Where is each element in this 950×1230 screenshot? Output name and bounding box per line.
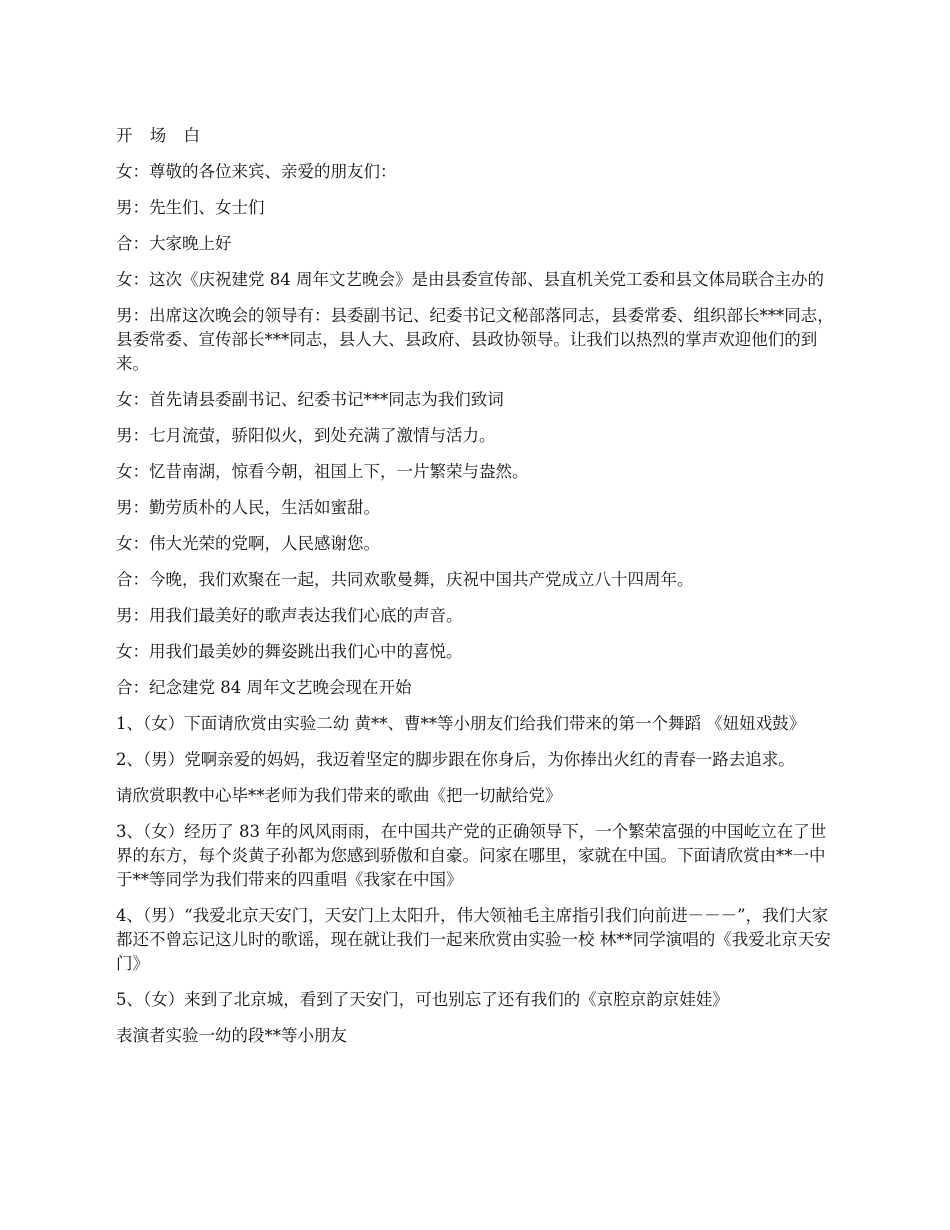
paragraph: 女：这次《庆祝建党 84 周年文艺晚会》是由县委宣传部、县直机关党工委和县文体局联合主办的 [116, 270, 824, 289]
document-title: 开 场 白 [116, 126, 206, 145]
paragraph: 女：尊敬的各位来宾、亲爱的朋友们： [116, 162, 397, 181]
paragraph: 女：用我们最美妙的舞姿跳出我们心中的喜悦。 [116, 642, 463, 661]
paragraph: 5、（女）来到了北京城，看到了天安门，可也别忘了还有我们的《京腔京韵京娃娃》 [116, 990, 729, 1009]
paragraph: 合：大家晚上好 [116, 234, 232, 253]
paragraph: 请欣赏职教中心毕**老师为我们带来的歌曲《把一切献给党》 [116, 786, 562, 805]
paragraph: 男：勤劳质朴的人民，生活如蜜甜。 [116, 498, 380, 517]
paragraph: 合：今晚，我们欢聚在一起，共同欢歌曼舞，庆祝中国共产党成立八十四周年。 [116, 570, 694, 589]
paragraph: 4、（男）“我爱北京天安门，天安门上太阳升，伟大领袖毛主席指引我们向前进－－－”，我们大家都还不曾忘记这儿时的歌谣，现在就让我们一起来欣赏由实验一校 林**同学演唱的《我爱北京天安门》 [116, 906, 831, 973]
paragraph: 表演者实验一幼的段**等小朋友 [116, 1026, 347, 1045]
paragraph: 男：七月流萤，骄阳似火，到处充满了激情与活力。 [116, 426, 496, 445]
paragraph: 男：先生们、女士们 [116, 198, 265, 217]
paragraph: 合：纪念建党 84 周年文艺晚会现在开始 [116, 678, 412, 697]
paragraph: 男：出席这次晚会的领导有：县委副书记、纪委书记文秘部落同志，县委常委、组织部长***同志，县委常委、宣传部长***同志，县人大、县政府、县政协领导。让我们以热烈的掌声欢迎他们的到来。 [116, 306, 834, 373]
document-page [116, 124, 836, 1060]
paragraph: 2、（男）党啊亲爱的妈妈，我迈着坚定的脚步跟在你身后，为你捧出火红的青春一路去追求。 [116, 750, 795, 769]
paragraph: 1、（女）下面请欣赏由实验二幼 黄**、曹**等小朋友们给我们带来的第一个舞蹈 《妞妞戏鼓》 [116, 714, 806, 733]
paragraph: 女：忆昔南湖，惊看今朝，祖国上下，一片繁荣与盎然。 [116, 462, 529, 481]
paragraph: 3、（女）经历了 83 年的风风雨雨，在中国共产党的正确领导下，一个繁荣富强的中国屹立在了世界的东方，每个炎黄子孙都为您感到骄傲和自豪。问家在哪里，家就在中国。下面请欣赏由**一中 于**等同学为我们带来的四重唱《我家在中国》 [116, 822, 827, 889]
paragraph: 女：伟大光荣的党啊，人民感谢您。 [116, 534, 380, 553]
paragraph: 女：首先请县委副书记、纪委书记***同志为我们致词 [116, 390, 504, 409]
paragraph: 男：用我们最美好的歌声表达我们心底的声音。 [116, 606, 463, 625]
